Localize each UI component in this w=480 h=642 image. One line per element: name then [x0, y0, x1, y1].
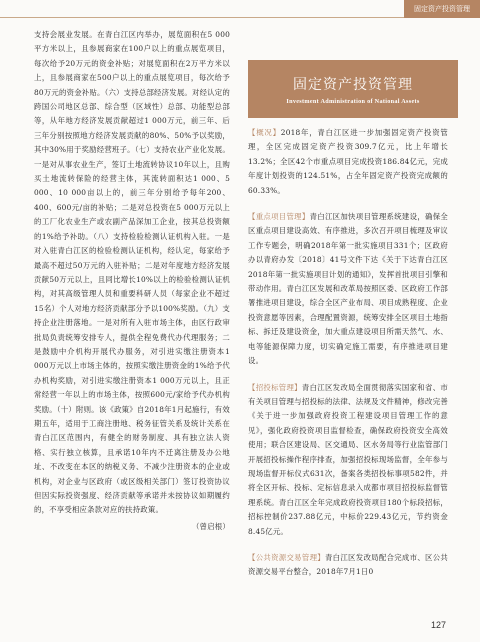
left-column: [34, 28, 230, 534]
section-overview: [248, 126, 448, 198]
section-key-projects: [248, 210, 448, 368]
right-column: [248, 126, 448, 580]
page-number: 127: [430, 620, 446, 630]
section-text: 青白江区发改局配合完成市、区公共资源交易平台整合，2018年7月1日0: [248, 552, 448, 577]
source-credit: （曾启根）: [192, 521, 230, 531]
section-text: 青白江区加快项目管理系统建设，确保全区重点项目建设高效、有序推进，多次召开项目梳理及审议工作专题会，明确2018年第一批实施项目331个；区政府办以青府办发〔2018〕41号文件下达《关于下达青白江区2018年第一批实施项目计划的通知》，发挥首批项目引擎和带动作用。青白江区发展和改革局按照区委、区政府工作部署推进项目建设，综合全区产业布局、项目成熟程度、企业投资意愿等因素，合理配置资源，统筹安排全区项目土地指标、拆迁及建设资金，加大重点建设项目所需天然气、水、电等能源保障力度，切实确定施工需要，有序推进项目建设。: [248, 212, 448, 366]
section-text: 2018年，青白江区进一步加强固定资产投资管理，全区完成固定资产投资309.7亿元，比上年增长13.2%；全区42个市重点项目完成投资186.84亿元，完成年度计划投资的124.51%，占全年固定资产投资完成额的60.33%。: [248, 128, 448, 195]
running-header: [0, 0, 480, 18]
body-paragraph: 支持会展业发展。在青白江区内举办，展览面积在5 000平方米以上，且参展商家在100户以上的重点展览项目，每次给予20万元的资金补贴；对展览面积在2万平方米以上，且参展商家在500户以上的重点展览项目，每次给予80万元的资金补贴。（六）支持总部经济发展。对经认定的跨国公司地区总部、综合型（区域性）总部、功能型总部等，从年地方经济发展贡献超过1 000万元，前三年、后三年分别按照地方经济发展贡献的80%、50%予以奖励，其中30%用于奖励经营班子。（七）支持农业产业化发展。一是对从事农业生产，签订土地流转协议10年以上，且购买土地流转保险的经营主体，其流转面积达1 000、5 000、10 000亩以上的，前三年分别给予每年200、400、600元/亩的补贴；二是对总投资在5 000万元以上的工厂化农业生产或农副产品深加工企业，按其总投资额的1%给予补助。（八）支持检验检测认证机构入驻。一是对入驻青白江区的检验检测认证机构，经认定，每家给予最高不超过50万元的入驻补贴；二是对年度地方经济发展贡献50万元以上，且同比增长10%以上的检验检测认证机构，对其高级管理人员和重要科研人员（每家企业不超过15名）个人对地方经济贡献部分予以100%奖励。（九）支持企业注册落地。一是对所有入驻市场主体，由区行政审批局负责统筹安排专人，提供全程免费代办代理服务；二是鼓励中介机构开展代办服务，对引进实缴注册资本1 000万元以上市场主体的，按照实缴注册资金的1%给予代办机构奖励，对引进实缴注册资本1 000万元以上，且正常经营一年以上的市场主体，按照600元/家给予代办机构奖励。（十）附则。该《政策》自2018年1月起施行，有效期五年，适用于工商注册地、税务征管关系及统计关系在青白江区范围内，有健全的财务制度、具有独立法人资格、实行独立核算，且承诺10年内不迁离注册及办公地址、不改变在本区的纳税义务、不减少注册资本的企业或机构，对企业与区政府（或区级相关部门）签订投资协议但因实际投资强度、经济贡献等承诺并未按协议如期履约的，不享受相应条款对应的扶持政策。: [34, 30, 230, 515]
section-banner: [248, 60, 458, 118]
section-text: 青白江区发改局全面贯彻落实国家和省、市有关项目管理与招投标的法律、法规及文件精神，修改完善《关于进一步加强政府投资工程建设项目管理工作的意见》，强化政府投资项目监督检查，确保政府投资安全高效使用；联合区建设局、区交通局、区水务局等行业监管部门开展招投标操作程序排查，加强招投标现场监督，全年参与现场监督开标仪式631次，备案各类招投标事项582件，并将全区开标、投标、定标信息录入成都市项目招投标监督管理系统。青白江区全年完成政府投资项目180个标段招标，招标控制价237.88亿元，中标价229.43亿元，节约资金8.45亿元。: [248, 382, 448, 536]
section-tag: 【公共资源交易管理】: [248, 552, 325, 562]
section-tag: 【招投标管理】: [248, 382, 302, 392]
section-label: 固定资产投资管理: [404, 0, 480, 18]
banner-title-cn: 固定资产投资管理: [293, 76, 413, 93]
section-public-resource: [248, 551, 448, 580]
section-bidding: [248, 381, 448, 539]
section-tag: 【重点项目管理】: [248, 212, 310, 222]
banner-title-en: Investment Administration of National Assets: [286, 97, 420, 105]
section-tag: 【概况】: [248, 128, 281, 137]
